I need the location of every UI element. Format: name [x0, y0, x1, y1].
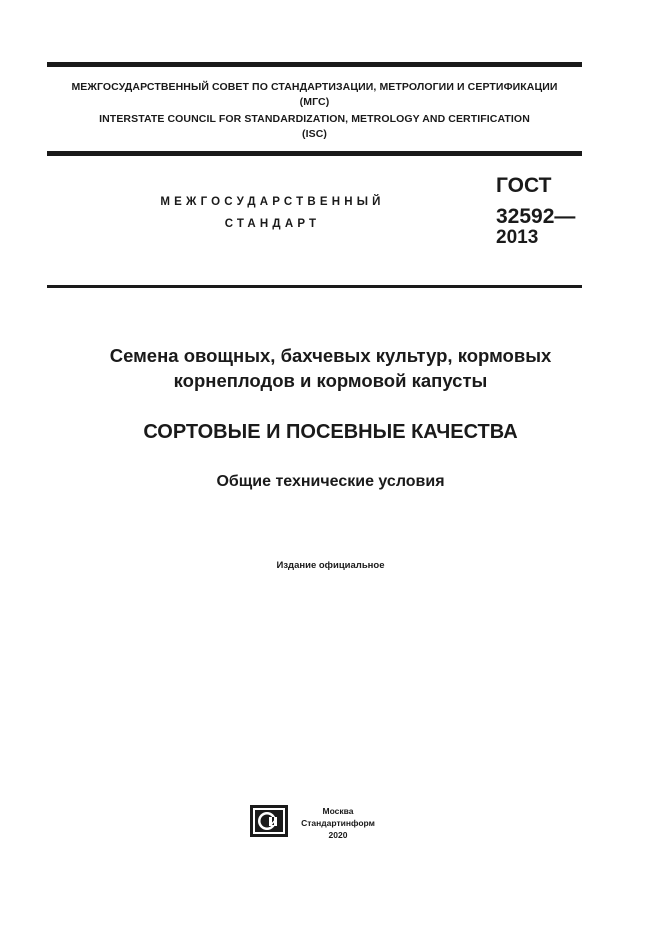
gost-designation: [496, 170, 575, 232]
publisher-name: Стандартинформ: [301, 818, 375, 828]
council-ru-block: [47, 80, 582, 110]
publisher-city: Москва: [322, 806, 354, 816]
standard-type: [140, 191, 405, 235]
standartinform-logo-icon: [250, 805, 288, 837]
title-line1: Семена овощных, бахчевых культур, кормовых: [109, 345, 552, 366]
gost-number: 32592—: [496, 205, 576, 228]
gost-label: ГОСТ: [496, 174, 552, 197]
council-en-block: [47, 112, 582, 142]
edition-note: Издание официальное: [276, 560, 385, 571]
publisher-block: [292, 805, 384, 841]
council-en-name: INTERSTATE COUNCIL FOR STANDARDIZATION, METROLOGY AND CERTIFICATION: [99, 113, 530, 125]
document-conditions: Общие технические условия: [216, 473, 445, 490]
council-ru-name: МЕЖГОСУДАРСТВЕННЫЙ СОВЕТ ПО СТАНДАРТИЗАЦИИ, МЕТРОЛОГИИ И СЕРТИФИКАЦИИ: [71, 81, 558, 93]
lower-rule: [47, 285, 582, 288]
standard-type-line2: СТАНДАРТ: [224, 218, 321, 230]
title-line2: корнеплодов и кормовой капусты: [173, 370, 488, 391]
council-ru-abbr: (МГС): [299, 96, 330, 108]
council-en-abbr: (ISC): [302, 128, 327, 140]
middle-rule: [47, 151, 582, 156]
top-rule: [47, 62, 582, 67]
document-subtitle: СОРТОВЫЕ И ПОСЕВНЫЕ КАЧЕСТВА: [143, 421, 518, 443]
gost-year: 2013: [496, 227, 539, 248]
standard-type-line1: МЕЖГОСУДАРСТВЕННЫЙ: [160, 196, 385, 208]
document-title: [47, 343, 614, 393]
publisher-year: 2020: [328, 830, 348, 840]
